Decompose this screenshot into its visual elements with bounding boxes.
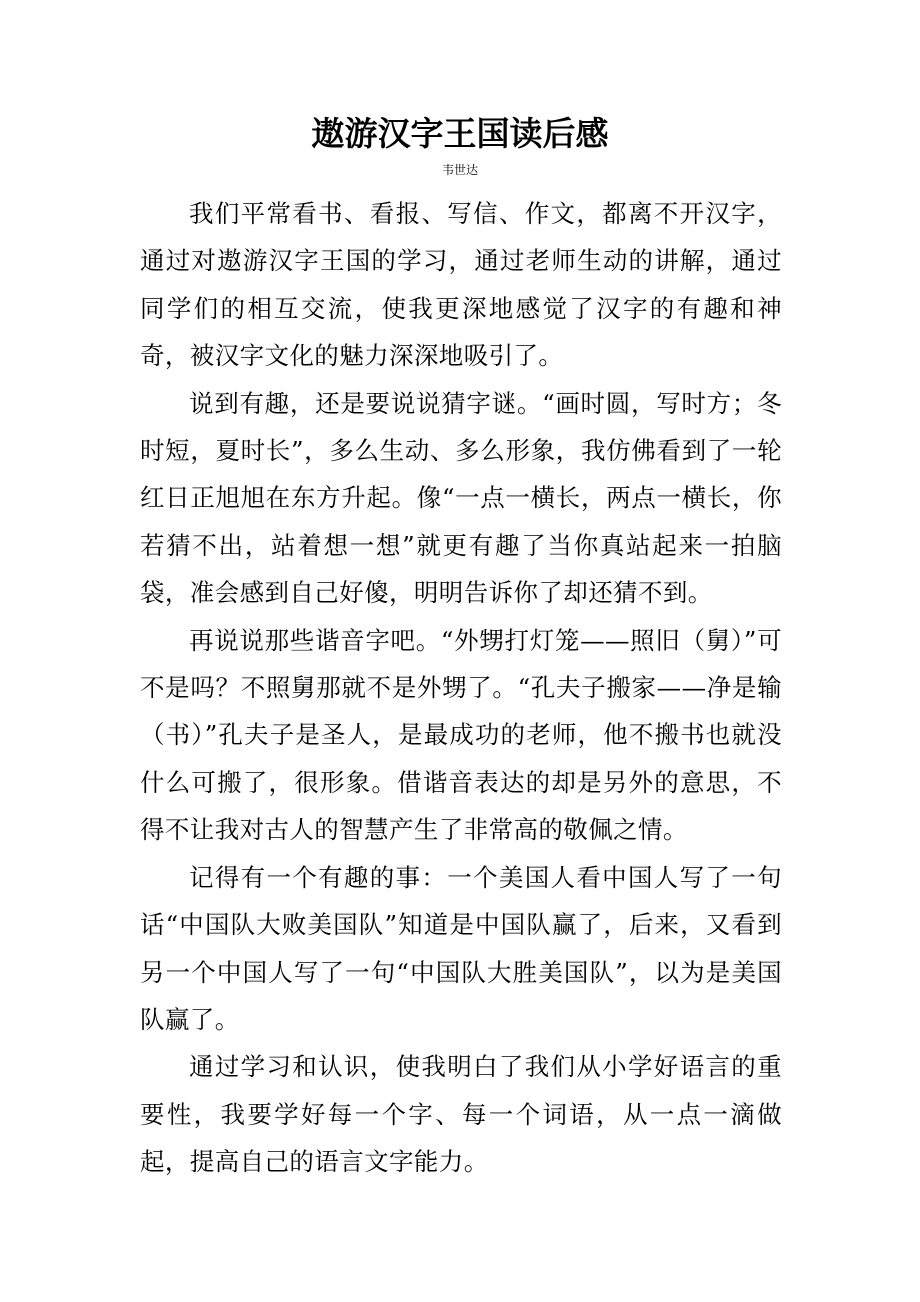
- paragraph-2: 说到有趣，还是要说说猜字谜。“画时圆，写时方；冬时短，夏时长”，多么生动、多么形象，我仿佛看到了一轮红日正旭旭在东方升起。像“一点一横长，两点一横长，你若猜不出，站着想一想”就更有趣了当你真站起来一拍脑袋，准会感到自己好傻，明明告诉你了却还猜不到。: [140, 388, 782, 608]
- document-author: 韦世达: [441, 163, 478, 177]
- paragraph-1: 我们平常看书、看报、写信、作文，都离不开汉字，通过对遨游汉字王国的学习，通过老师生动的讲解，通过同学们的相互交流，使我更深地感觉了汉字的有趣和神奇，被汉字文化的魅力深深地吸引了。: [140, 199, 782, 371]
- paragraph-5: 通过学习和认识，使我明白了我们从小学好语言的重要性，我要学好每一个字、每一个词语，从一点一滴做起，提高自己的语言文字能力。: [140, 1052, 782, 1177]
- paragraph-3: 再说说那些谐音字吧。“外甥打灯笼——照旧（舅）”可不是吗？不照舅那就不是外甥了。“孔夫子搬家——净是输（书）”孔夫子是圣人，是最成功的老师，他不搬书也就没什么可搬了，很形象。借谐音表达的却是另外的意思，不得不让我对古人的智慧产生了非常高的敬佩之情。: [140, 625, 782, 845]
- document-title: 遨游汉字王国读后感: [311, 114, 609, 153]
- paragraph-4: 记得有一个有趣的事：一个美国人看中国人写了一句话“中国队大败美国队”知道是中国队赢了，后来，又看到另一个中国人写了一句“中国队大胜美国队”，以为是美国队赢了。: [140, 862, 782, 1034]
- document-body: [140, 190, 782, 1186]
